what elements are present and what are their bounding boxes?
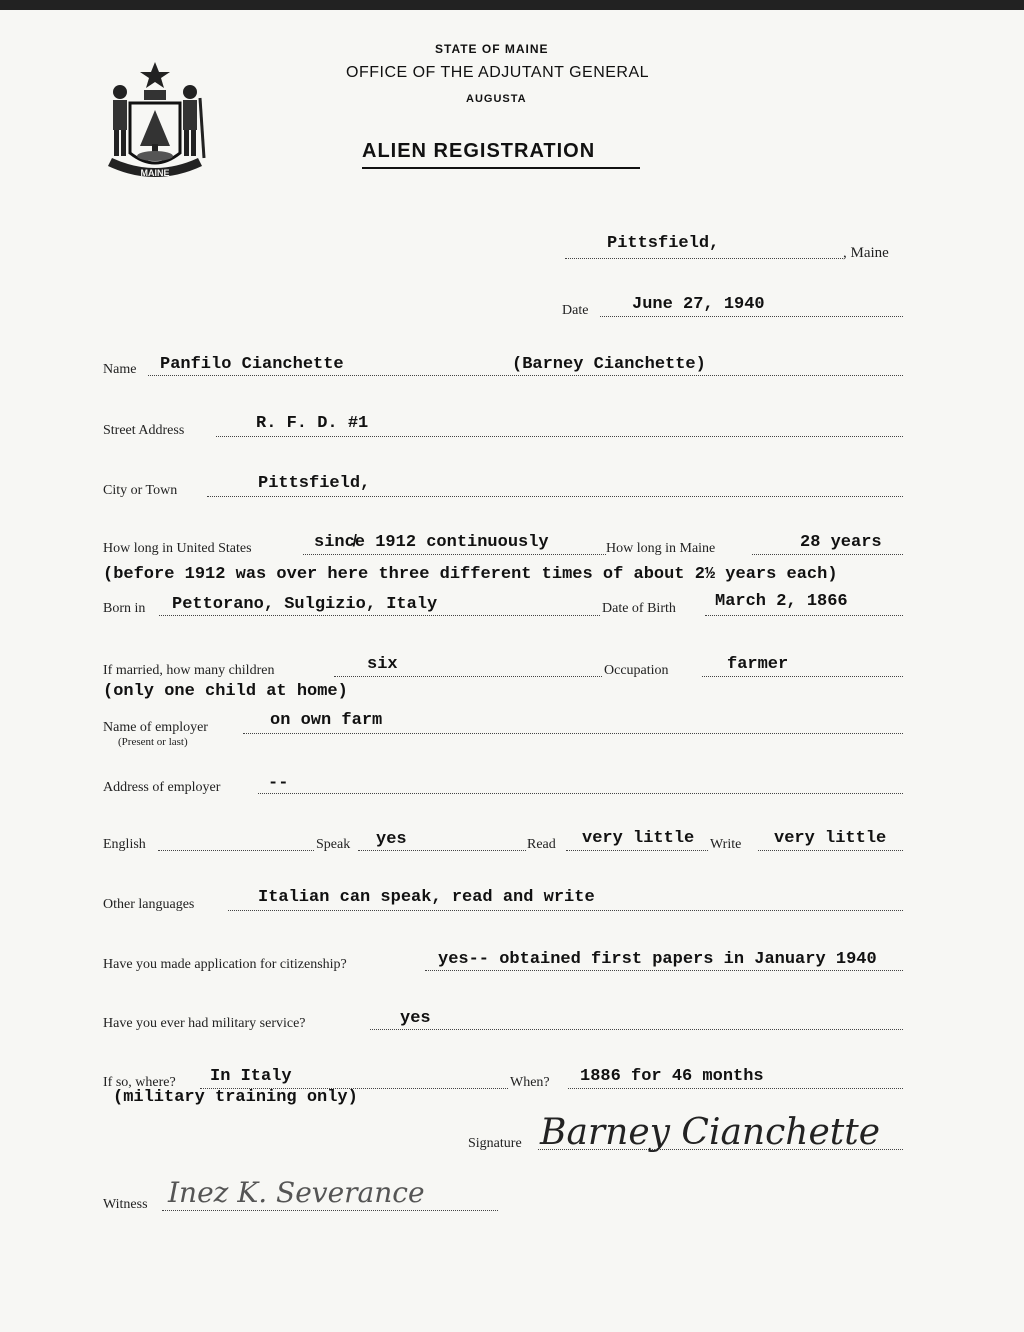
write-value: very little — [774, 829, 887, 848]
witness-value: Inez K. Severance — [168, 1176, 425, 1209]
birthplace-dotted-line — [159, 615, 600, 616]
signature-dotted-line — [538, 1149, 903, 1150]
scan-border — [0, 0, 1024, 10]
maine-duration-dotted-line — [752, 554, 903, 555]
employer-label: Name of employer — [103, 720, 208, 735]
write-dotted-line — [758, 850, 903, 851]
read-value: very little — [582, 829, 695, 848]
read-label: Read — [527, 837, 556, 852]
military-note: (military training only) — [113, 1088, 358, 1107]
maine-duration-value: 28 years — [800, 533, 882, 552]
city-dotted-line — [207, 496, 903, 497]
occupation-value: farmer — [727, 655, 789, 674]
street-label: Street Address — [103, 423, 185, 438]
when-value: 1886 for 46 months — [580, 1067, 764, 1086]
name-dotted-line — [148, 375, 903, 376]
employer-address-value: -- — [268, 774, 289, 793]
speak-label: Speak — [316, 837, 351, 852]
when-label: When? — [510, 1075, 550, 1090]
date-dotted-line — [600, 316, 903, 317]
signature-label: Signature — [468, 1136, 522, 1151]
street-value: R. F. D. #1 — [256, 414, 369, 433]
form-title: ALIEN REGISTRATION — [362, 140, 596, 162]
other-languages-label: Other languages — [103, 897, 195, 912]
english-label: English — [103, 837, 146, 852]
signature-value: Barney Cianchette — [540, 1112, 880, 1153]
children-label: If married, how many children — [103, 663, 275, 678]
street-dotted-line — [216, 436, 903, 437]
read-dotted-line — [566, 850, 708, 851]
date-label: Date — [562, 303, 589, 318]
speak-value: yes — [376, 830, 407, 849]
header-city: AUGUSTA — [466, 93, 527, 105]
other-languages-value: Italian can speak, read and write — [258, 888, 595, 907]
military-dotted-line — [370, 1029, 903, 1030]
family-note: (only one child at home) — [103, 682, 348, 701]
military-value: yes — [400, 1009, 431, 1028]
employer-value: on own farm — [270, 711, 383, 730]
military-label: Have you ever had military service? — [103, 1016, 306, 1031]
date-value: June 27, 1940 — [632, 295, 765, 314]
citizenship-value: yes-- obtained first papers in January 1940 — [438, 950, 877, 969]
where-label: If so, where? — [103, 1075, 176, 1090]
name-value: Panfilo Cianchette — [160, 355, 344, 374]
other-languages-dotted-line — [228, 910, 903, 911]
where-value: In Italy — [210, 1067, 292, 1086]
birthdate-dotted-line — [705, 615, 903, 616]
when-dotted-line — [568, 1088, 903, 1089]
employer-dotted-line — [243, 733, 903, 734]
occupation-dotted-line — [702, 676, 903, 677]
maine-duration-label: How long in Maine — [606, 541, 716, 556]
occupation-label: Occupation — [604, 663, 669, 678]
birthdate-label: Date of Birth — [602, 601, 676, 616]
residence-note: (before 1912 was over here three different times of about 2½ years each) — [103, 565, 838, 584]
us-duration-dotted-line — [303, 554, 606, 555]
header-office: OFFICE OF THE ADJUTANT GENERAL — [346, 64, 650, 81]
header-state: STATE OF MAINE — [435, 42, 549, 56]
us-duration-value: sinc̸e 1912 continuously — [314, 533, 549, 552]
witness-dotted-line — [162, 1210, 498, 1211]
employer-address-dotted-line — [258, 793, 903, 794]
us-duration-label: How long in United States — [103, 541, 252, 556]
seal-text: MAINE — [140, 168, 170, 178]
place-town-value: Pittsfield, — [607, 234, 720, 253]
place-dotted-line — [565, 258, 843, 259]
name-label: Name — [103, 362, 137, 377]
children-dotted-line — [334, 676, 602, 677]
city-label: City or Town — [103, 483, 178, 498]
birthdate-value: March 2, 1866 — [715, 592, 848, 611]
speak-dotted-line — [358, 850, 526, 851]
title-underline — [362, 167, 640, 169]
name-alias-value: (Barney Cianchette) — [512, 355, 706, 374]
citizenship-label: Have you made application for citizenship? — [103, 957, 347, 972]
city-value: Pittsfield, — [258, 474, 371, 493]
witness-label: Witness — [103, 1197, 148, 1212]
state-seal-icon — [100, 58, 210, 186]
citizenship-dotted-line — [425, 970, 903, 971]
place-state-label: , Maine — [843, 245, 889, 261]
write-label: Write — [710, 837, 742, 852]
employer-sublabel: (Present or last) — [118, 736, 188, 748]
birthplace-label: Born in — [103, 601, 146, 616]
birthplace-value: Pettorano, Sulgizio, Italy — [172, 595, 438, 614]
employer-address-label: Address of employer — [103, 780, 221, 795]
children-value: six — [367, 655, 398, 674]
english-dotted-line — [158, 850, 314, 851]
